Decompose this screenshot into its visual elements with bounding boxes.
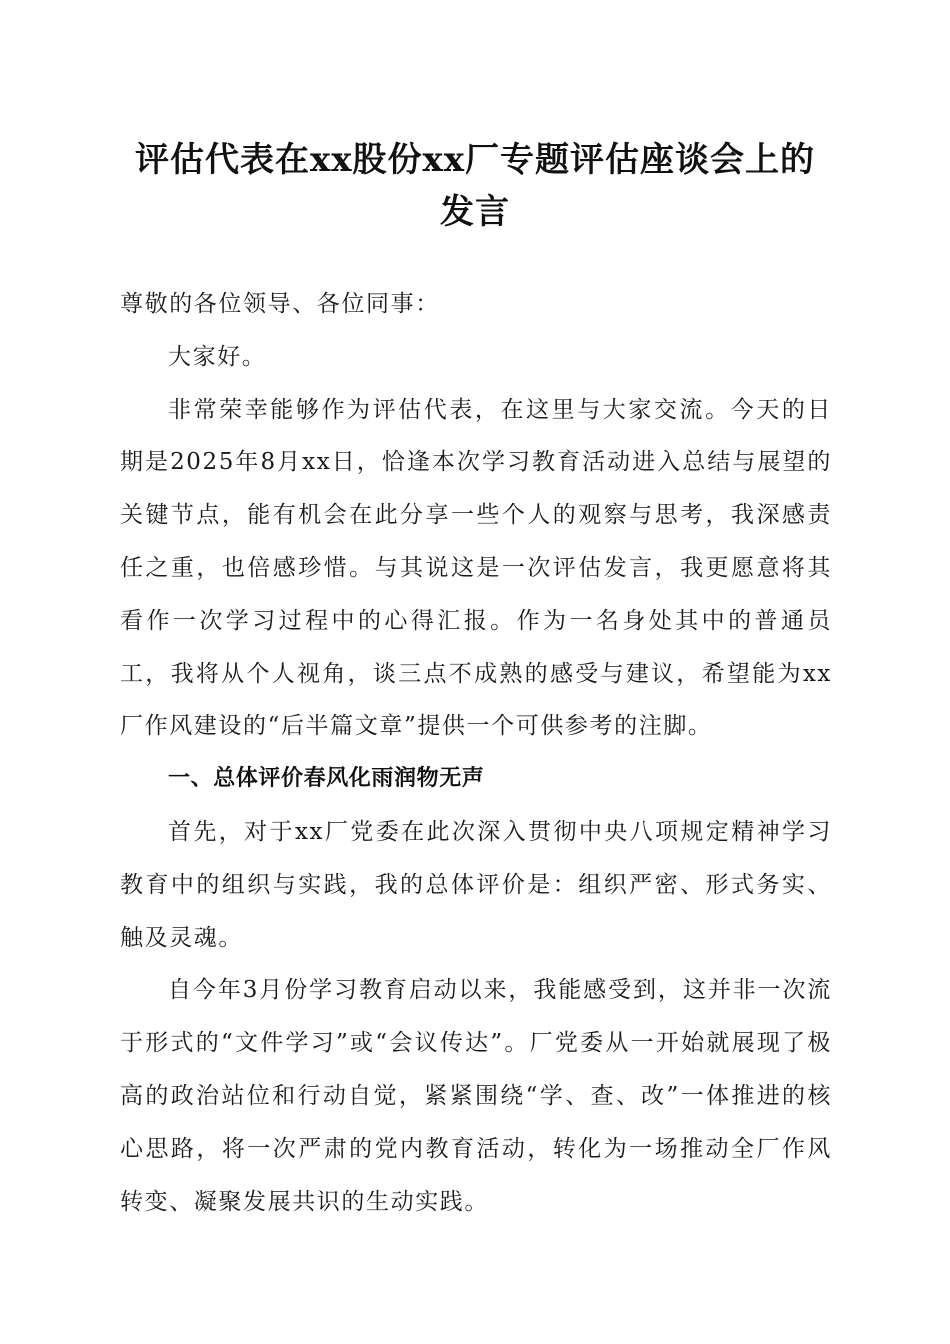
document-body: [120, 278, 832, 1228]
document-title: [100, 134, 850, 238]
salutation: 尊敬的各位领导、各位同事：: [120, 291, 440, 317]
section-1-paragraph-1: 首先，对于xx厂党委在此次深入贯彻中央八项规定精神学习教育中的组织与实践，我的总体评价是：组织严密、形式务实、触及灵魂。: [120, 818, 832, 951]
greeting: 大家好。: [168, 343, 267, 370]
section-heading-1: 一、总体评价春风化雨润物无声: [168, 766, 485, 792]
section-1-paragraph-2: 自今年3月份学习教育启动以来，我能感受到，这并非一次流于形式的“文件学习”或“会议传达”。厂党委从一开始就展现了极高的政治站位和行动自觉，紧紧围绕“学、查、改”一体推进的核心思路，将一次严肃的党内教育活动，转化为一场推动全厂作风转变、凝聚发展共识的生动实践。: [120, 977, 832, 1215]
intro-paragraph: 非常荣幸能够作为评估代表，在这里与大家交流。今天的日期是2025年8月xx日，恰逢本次学习教育活动进入总结与展望的关键节点，能有机会在此分享一些个人的观察与思考，我深感责任之重，也倍感珍惜。与其说这是一次评估发言，我更愿意将其看作一次学习过程中的心得汇报。作为一名身处其中的普通员工，我将从个人视角，谈三点不成熟的感受与建议，希望能为xx厂作风建设的“后半篇文章”提供一个可供参考的注脚。: [120, 396, 832, 740]
title-line-2: 发言: [440, 192, 510, 232]
title-line-1: 评估代表在xx股份xx厂专题评估座谈会上的: [134, 140, 816, 180]
